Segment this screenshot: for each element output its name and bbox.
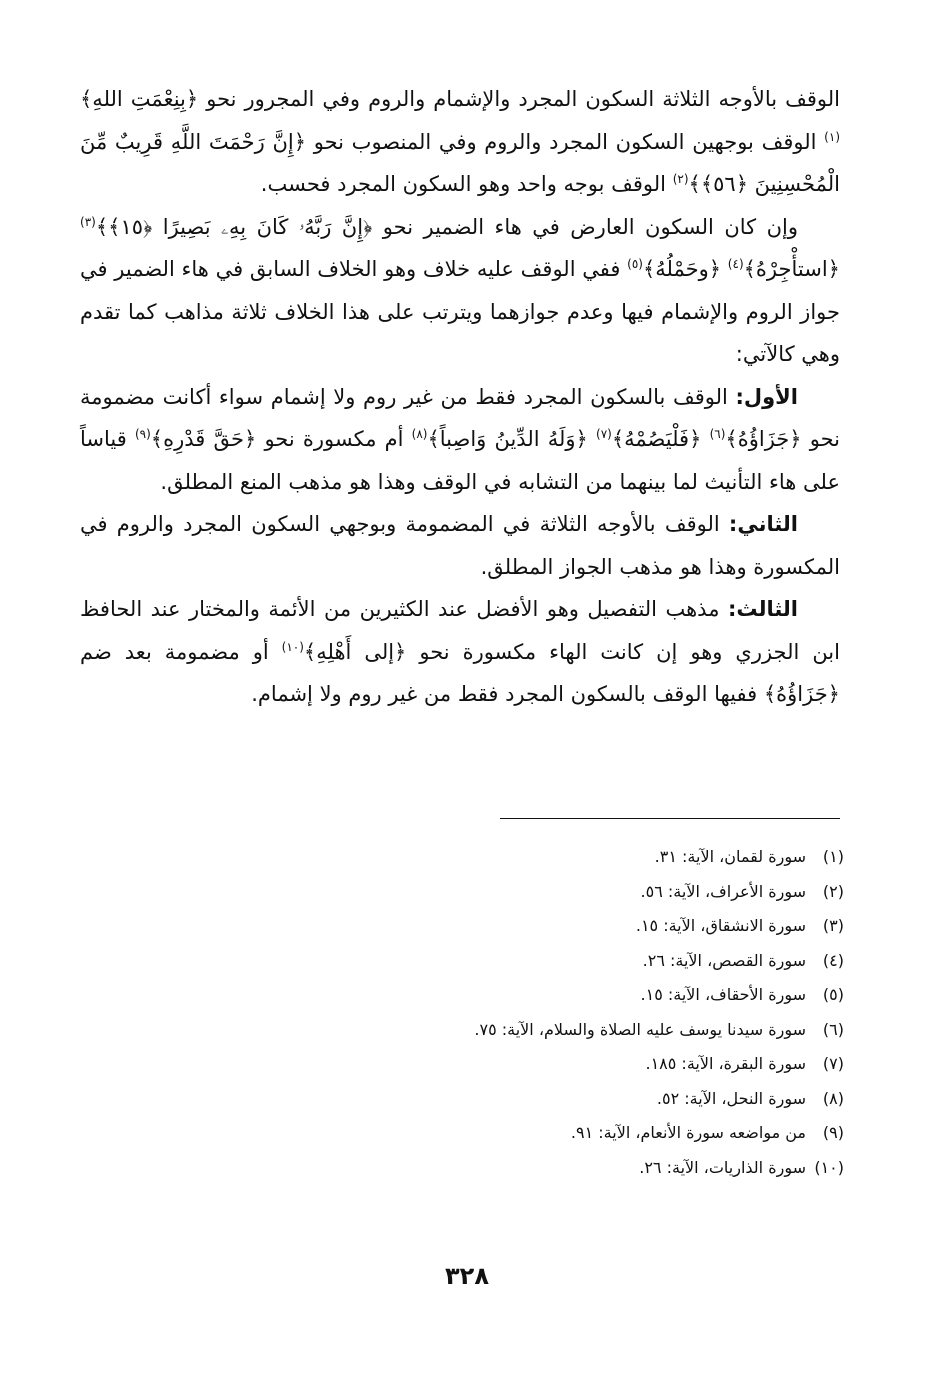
text-run: الوقف بوجهين السكون المجرد والروم وفي المنصوب نحو ﴿إِنَّ رَحْمَتَ اللَّهِ قَرِيبٌ مِّنَ الْمُحْسِنِينَ ﴿٥٦﴾﴾ <box>80 129 840 196</box>
text-run: أو مضمومة بعد ضم ﴿جَزَاؤُهُ﴾ ففيها الوقف بالسكون المجرد فقط من غير روم ولا إشمام. <box>80 639 840 706</box>
main-text <box>80 78 840 716</box>
footnote-text: سورة الذاريات، الآية: ٢٦. <box>639 1157 806 1177</box>
footnote-number: (٥) <box>822 985 844 1004</box>
footnote-number: (٣) <box>822 916 844 935</box>
footnote-text: سورة الانشقاق، الآية: ١٥. <box>635 916 806 935</box>
footnote-divider <box>500 818 840 819</box>
footnote-reference: (٣) <box>80 214 96 229</box>
paragraph <box>80 503 840 588</box>
footnote-number: (٩) <box>822 1123 844 1142</box>
text-run: ﴿وحَمْلُهُ﴾ <box>642 257 728 281</box>
footnote-reference: (٤) <box>727 257 744 271</box>
text-run: ﴿استأْجِرْهُ﴾ <box>743 257 840 281</box>
text-run: الوقف بالأوجه الثلاثة السكون المجرد والإشمام والروم وفي المجرور نحو ﴿بِنِعْمَتِ اللهِ﴾ <box>80 87 840 111</box>
footnote-item <box>124 944 844 979</box>
footnote-number: (٢) <box>822 881 844 901</box>
section-term: الثاني: <box>728 512 798 536</box>
page-number: ٣٢٨ <box>445 1262 489 1290</box>
section-term: الثالث: <box>727 597 798 621</box>
page-body <box>80 78 840 716</box>
footnote-text: سورة الأعراف، الآية: ٥٦. <box>640 881 806 901</box>
footnote-reference: (٥) <box>627 257 643 271</box>
footnote-text: سورة لقمان، الآية: ٣١. <box>654 847 806 866</box>
footnote-reference: (٦) <box>709 427 726 441</box>
footnote-reference: (٢) <box>672 172 689 186</box>
text-run: مذهب التفصيل وهو الأفضل عند الكثيرين من الأئمة والمختار عند الحافظ ابن الجزري وهو إن كانت الهاء مكسورة نحو ﴿إلى أَهْلِهِ﴾ <box>80 597 840 664</box>
footnote-item <box>124 978 844 1013</box>
footnote-item <box>124 1151 844 1186</box>
paragraph <box>80 206 840 376</box>
text-run: ففي الوقف عليه خلاف وهو الخلاف السابق في هاء الضمير في جواز الروم والإشمام فيها وعدم جوازهما ويترتب على هذا الخلاف ثلاثة مذاهب كما تقدم وهي كالآتي: <box>80 257 840 366</box>
footnote-number: (١٠) <box>814 1157 844 1177</box>
text-run: الوقف بوجه واحد وهو السكون المجرد فحسب. <box>260 172 673 196</box>
footnote-number: (٤) <box>822 950 844 970</box>
footnote-number: (١) <box>822 847 844 866</box>
paragraph <box>80 588 840 716</box>
footnote-text: من مواضعه سورة الأنعام، الآية: ٩١. <box>570 1123 806 1142</box>
footnote-item <box>124 1116 844 1151</box>
footnote-item <box>124 1047 844 1082</box>
footnote-item <box>124 875 844 910</box>
text-run: ﴿وَلَهُ الدِّينُ وَاصِباً﴾ <box>427 427 597 451</box>
text-run: أم مكسورة نحو ﴿حَقَّ قَدْرِهِ﴾ <box>150 427 412 451</box>
text-run: قياساً على هاء التأنيث لما بينهما من التشابه في الوقف وهذا هو مذهب المنع المطلق. <box>80 427 840 494</box>
footnote-number: (٧) <box>822 1054 844 1073</box>
text-run: الوقف بالسكون المجرد فقط من غير روم ولا إشمام سواء أكانت مضمومة نحو ﴿جَزَاؤُهُ﴾ <box>80 384 840 451</box>
text-run: الوقف بالأوجه الثلاثة في المضمومة وبوجهي السكون المجرد والروم في المكسورة وهذا هو مذهب الجواز المطلق. <box>80 512 840 579</box>
footnote-item <box>124 1013 844 1048</box>
footnote-item <box>124 1082 844 1117</box>
footnote-reference: (٨) <box>411 427 428 441</box>
footnote-number: (٦) <box>822 1019 844 1039</box>
footnote-text: سورة سيدنا يوسف عليه الصلاة والسلام، الآية: ٧٥. <box>474 1019 806 1039</box>
footnote-item <box>124 909 844 944</box>
paragraph <box>80 376 840 504</box>
footnote-number: (٨) <box>822 1088 844 1108</box>
footnote-reference: (٩) <box>134 427 151 441</box>
paragraph <box>80 78 840 206</box>
footnote-reference: (١٠) <box>281 639 304 654</box>
footnote-reference: (١) <box>824 129 840 144</box>
text-run: ﴿فَلْيَصُمْهُ﴾ <box>611 427 710 451</box>
footnotes-list <box>124 840 844 1185</box>
footnote-text: سورة النحل، الآية: ٥٢. <box>656 1088 806 1108</box>
footnote-text: سورة القصص، الآية: ٢٦. <box>642 950 806 970</box>
footnote-item <box>124 840 844 875</box>
footnote-text: سورة الأحقاف، الآية: ١٥. <box>640 985 806 1004</box>
footnote-text: سورة البقرة، الآية: ١٨٥. <box>645 1054 806 1073</box>
footnote-reference: (٧) <box>596 427 612 441</box>
section-term: الأول: <box>735 384 798 409</box>
text-run: وإن كان السكون العارض في هاء الضمير نحو ﴿إِنَّ رَبَّهُۥ كَانَ بِهِۦ بَصِيرًا ﴿١٥﴾﴾ <box>95 214 798 239</box>
